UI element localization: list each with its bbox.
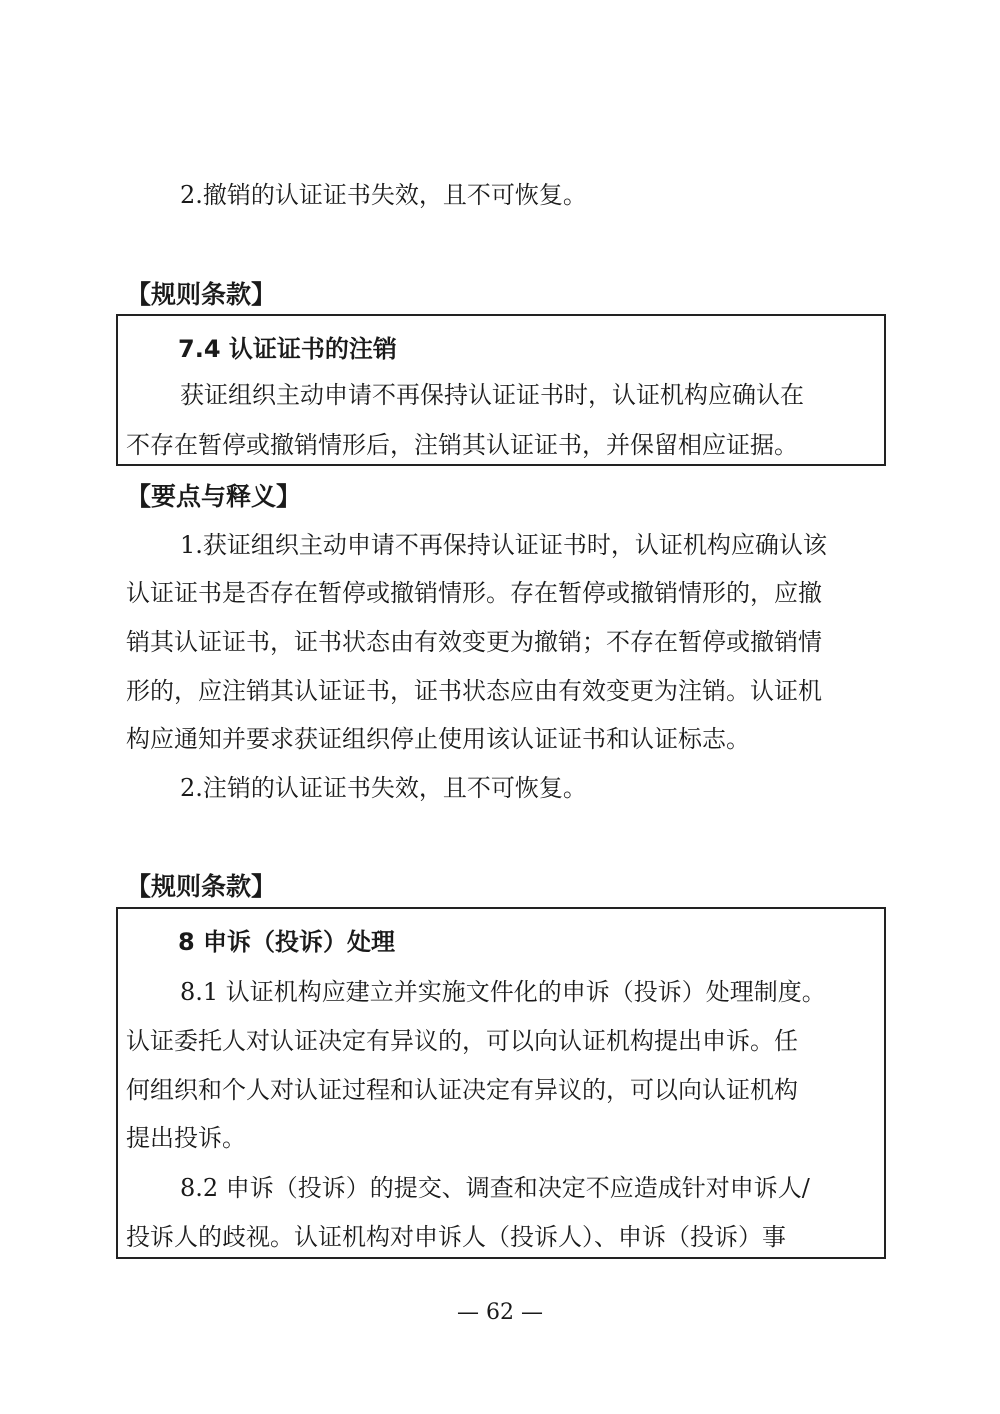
rule-box-8	[116, 907, 886, 1259]
key-points-line: 认证证书是否存在暂停或撤销情形。存在暂停或撤销情形的，应撤	[126, 579, 822, 607]
page-number: — 62 —	[457, 1300, 543, 1325]
key-points-line: 销其认证证书，证书状态由有效变更为撤销；不存在暂停或撤销情	[126, 628, 822, 656]
paragraph-line: 2.撤销的认证证书失效，且不可恢复。	[180, 181, 587, 209]
key-points-line: 构应通知并要求获证组织停止使用该认证证书和认证标志。	[126, 725, 750, 753]
rule-clause-label: 【规则条款】	[126, 280, 277, 309]
rule-box-line: 何组织和个人对认证过程和认证决定有异议的，可以向认证机构	[126, 1076, 798, 1104]
rule-box-title: 8 申诉（投诉）处理	[178, 928, 396, 956]
key-points-line: 1.获证组织主动申请不再保持认证证书时，认证机构应确认该	[180, 531, 827, 559]
rule-box-title: 7.4 认证证书的注销	[178, 335, 397, 363]
rule-box-line: 8.2 申诉（投诉）的提交、调查和决定不应造成针对申诉人/	[180, 1174, 810, 1202]
rule-box-line: 获证组织主动申请不再保持认证证书时，认证机构应确认在	[180, 381, 804, 409]
rule-box-7-4	[116, 314, 886, 466]
key-points-line: 2.注销的认证证书失效，且不可恢复。	[180, 774, 587, 802]
rule-clause-label: 【规则条款】	[126, 872, 277, 901]
rule-box-line: 8.1 认证机构应建立并实施文件化的申诉（投诉）处理制度。	[180, 978, 826, 1006]
rule-box-line: 认证委托人对认证决定有异议的，可以向认证机构提出申诉。任	[126, 1027, 798, 1055]
rule-box-line: 提出投诉。	[126, 1124, 246, 1152]
rule-box-line: 投诉人的歧视。认证机构对申诉人（投诉人）、申诉（投诉）事	[126, 1223, 786, 1251]
key-points-line: 形的，应注销其认证证书，证书状态应由有效变更为注销。认证机	[126, 677, 822, 705]
rule-box-line: 不存在暂停或撤销情形后，注销其认证证书，并保留相应证据。	[126, 431, 798, 459]
key-points-label: 【要点与释义】	[126, 482, 302, 511]
